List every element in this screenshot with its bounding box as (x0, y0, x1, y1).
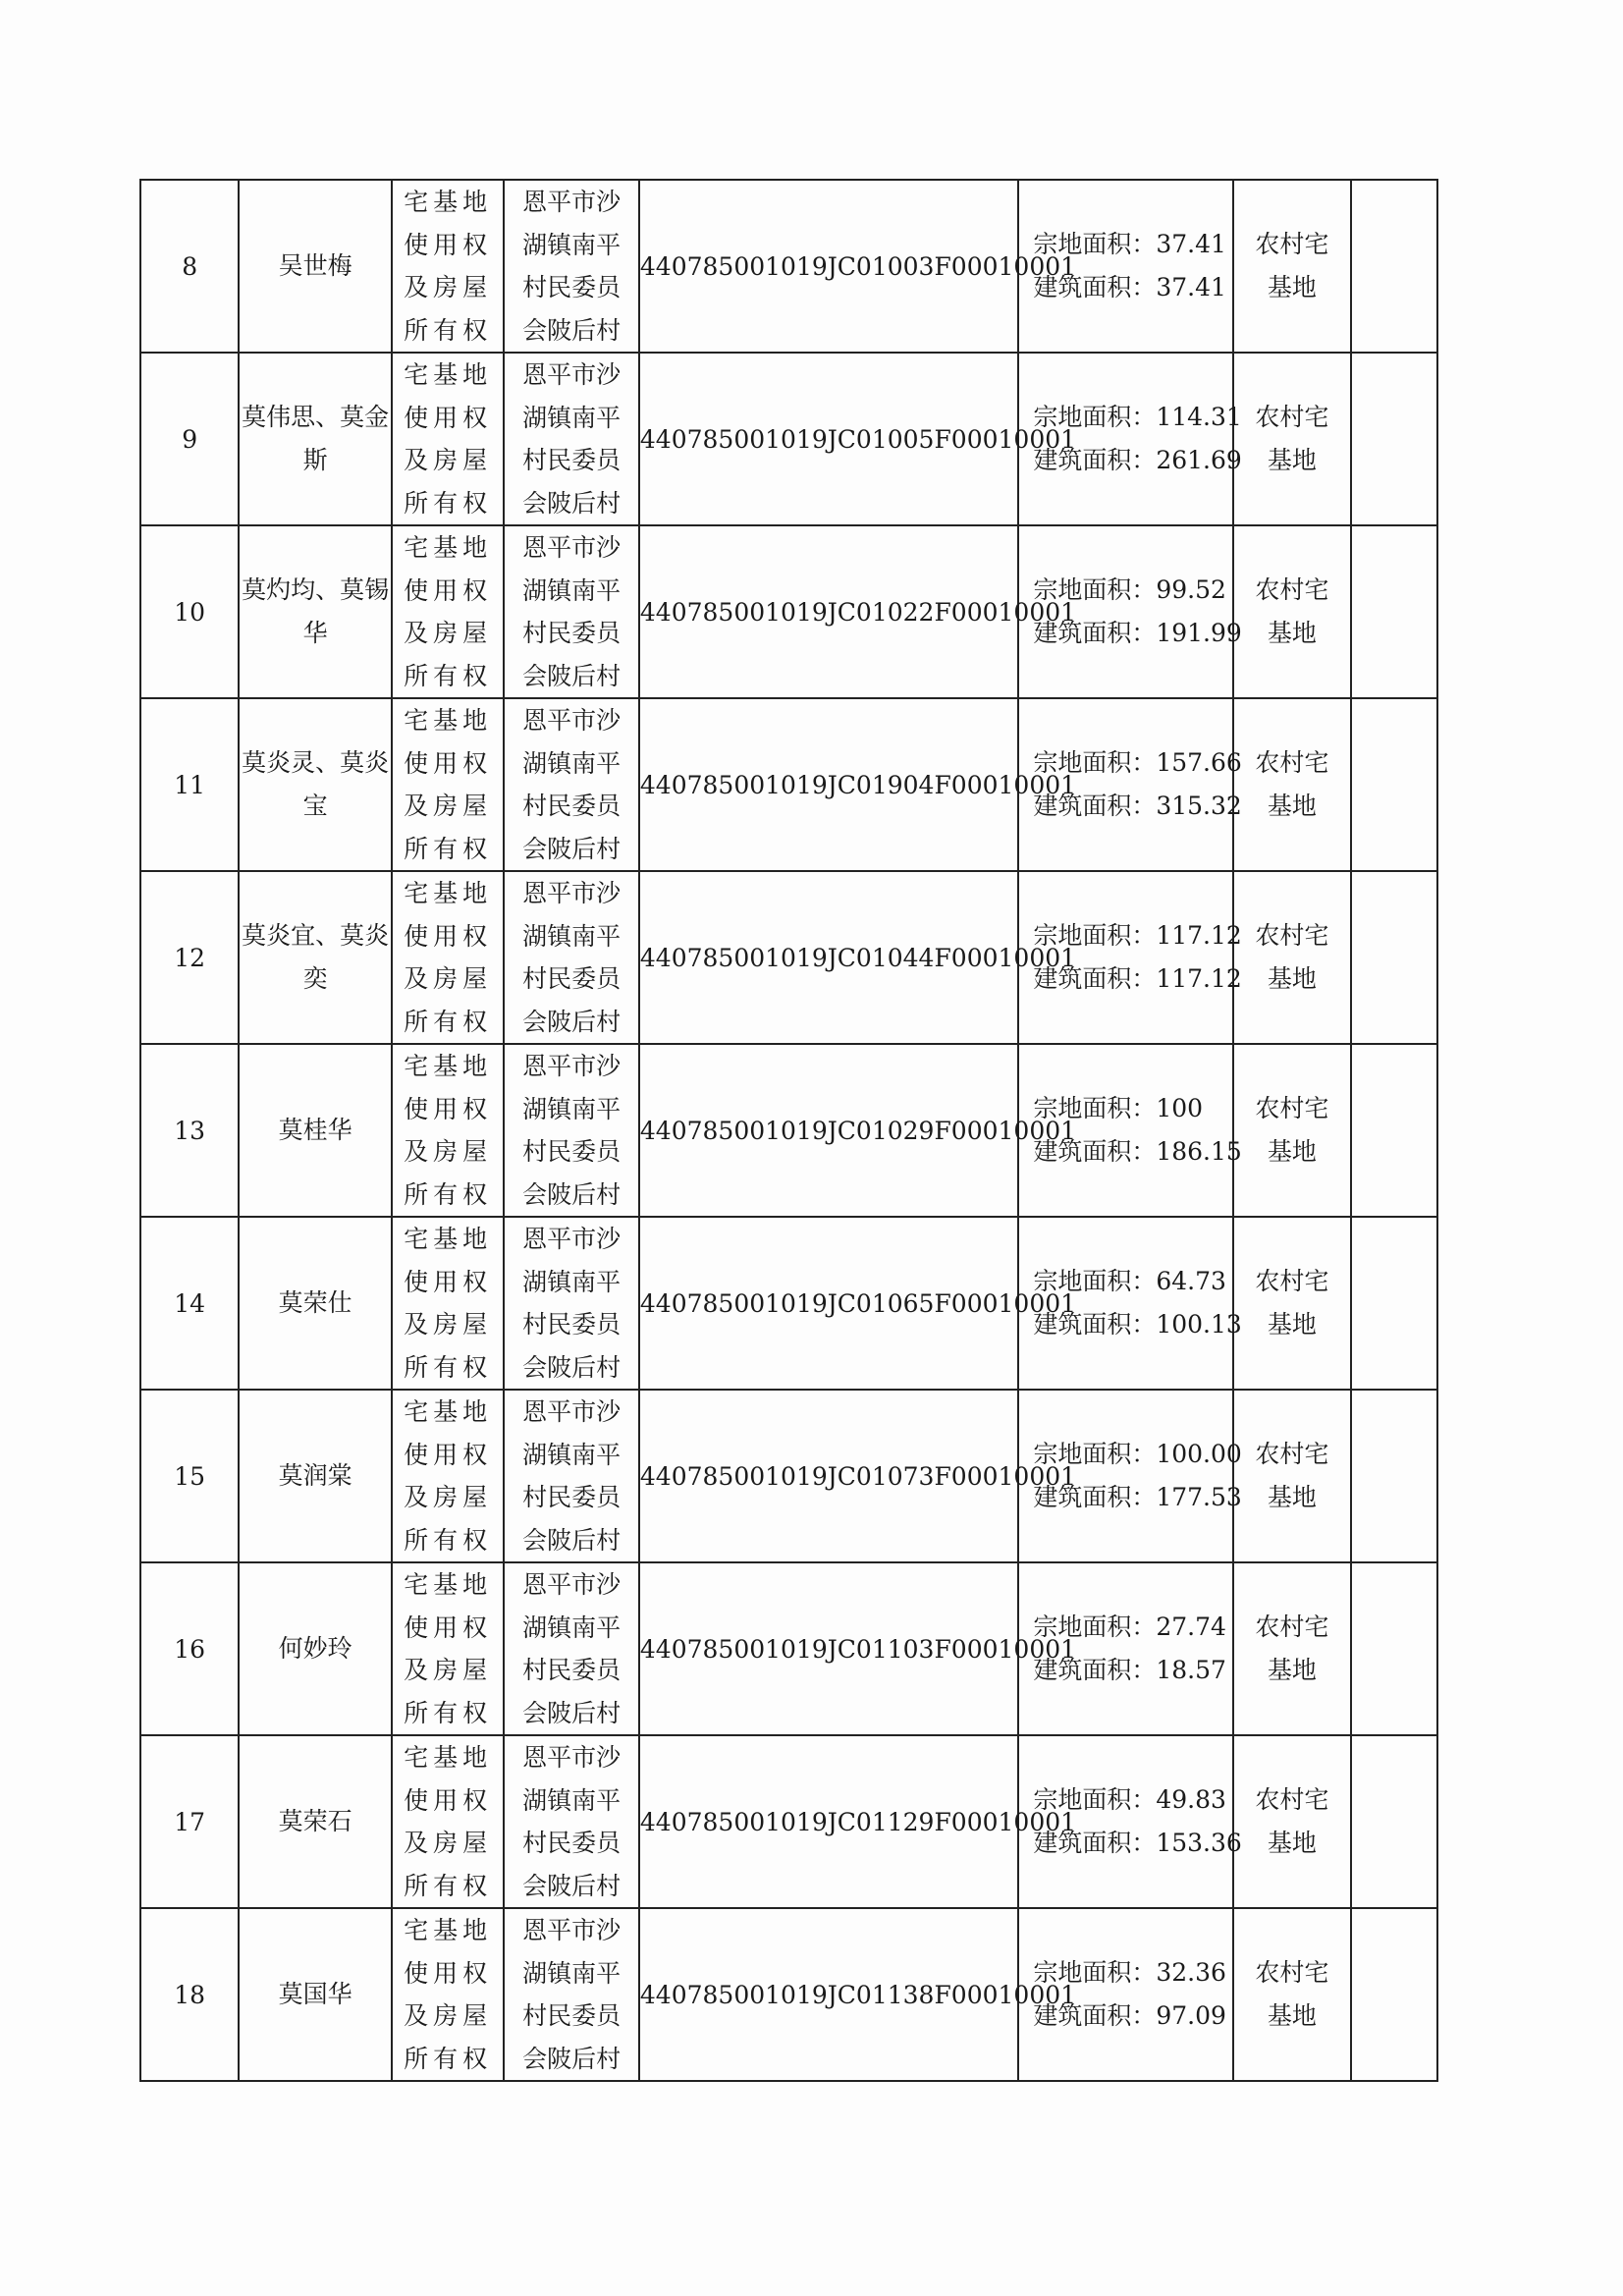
row-number: 11 (140, 698, 239, 871)
right-type-cell (392, 698, 504, 871)
right-type-cell-line: 所有权 (404, 1007, 493, 1036)
location-cell-line: 湖镇南平 (522, 1958, 622, 1988)
remarks-cell (1351, 525, 1437, 698)
location-cell-line: 湖镇南平 (522, 748, 622, 778)
location-cell (504, 1044, 639, 1217)
location-cell (504, 871, 639, 1044)
location-cell-line: 会陂后村 (522, 1352, 622, 1382)
right-type-cell-line: 及房屋 (404, 446, 493, 474)
location-cell-line: 会陂后村 (522, 1179, 622, 1209)
remarks-cell (1351, 1217, 1437, 1390)
land-area: 宗地面积：49.83 (1033, 1785, 1226, 1814)
right-type-cell-line: 所有权 (404, 1698, 493, 1727)
building-area: 建筑面积：153.36 (1033, 1829, 1242, 1857)
location-cell-line: 湖镇南平 (522, 575, 622, 605)
right-type-cell (392, 1390, 504, 1562)
unit-code: 440785001019JC01138F00010001 (639, 1908, 1018, 2081)
land-area: 宗地面积：32.36 (1033, 1958, 1226, 1987)
land-use-cell (1233, 1217, 1350, 1390)
land-area: 宗地面积：117.12 (1033, 921, 1242, 950)
right-type-cell-line: 宅基地 (404, 1743, 493, 1772)
land-use-line: 农村宅 (1255, 1958, 1329, 1987)
land-use-line: 基地 (1267, 273, 1317, 301)
remarks-cell (1351, 698, 1437, 871)
area-cell (1018, 180, 1233, 353)
location-cell-line: 村民委员 (522, 1483, 622, 1511)
land-use-cell (1233, 525, 1350, 698)
location-cell-line: 恩平市沙 (522, 706, 622, 735)
location-cell-line: 恩平市沙 (522, 1570, 622, 1599)
right-type-cell-line: 使用权 (404, 1094, 493, 1123)
table-row (140, 525, 1437, 698)
land-use-cell (1233, 1908, 1350, 2081)
row-number: 13 (140, 1044, 239, 1217)
land-area: 宗地面积：157.66 (1033, 748, 1242, 777)
location-cell-line: 恩平市沙 (522, 360, 622, 389)
right-type-cell-line: 及房屋 (404, 619, 493, 647)
right-type-cell (392, 1562, 504, 1735)
land-use-cell (1233, 1044, 1350, 1217)
location-cell-line: 恩平市沙 (522, 879, 622, 907)
table-row (140, 1217, 1437, 1390)
building-area: 建筑面积：97.09 (1033, 2001, 1226, 2030)
area-cell (1018, 1562, 1233, 1735)
row-number: 10 (140, 525, 239, 698)
land-use-line: 基地 (1267, 619, 1317, 647)
right-type-cell-line: 及房屋 (404, 2001, 493, 2030)
land-area: 宗地面积：100 (1033, 1094, 1204, 1122)
row-number: 12 (140, 871, 239, 1044)
land-use-line: 农村宅 (1255, 1613, 1329, 1641)
area-cell (1018, 698, 1242, 871)
right-type-cell-line: 使用权 (404, 1440, 493, 1469)
table-row (140, 180, 1437, 353)
table-row (140, 1044, 1437, 1217)
location-cell-line: 村民委员 (522, 273, 622, 301)
location-cell-line: 村民委员 (522, 619, 622, 647)
area-cell (1018, 1390, 1242, 1562)
land-area: 宗地面积：64.73 (1033, 1267, 1226, 1295)
land-use-cell (1233, 353, 1350, 525)
location-cell (504, 1217, 639, 1390)
land-use-line: 基地 (1267, 1137, 1317, 1166)
location-cell-line: 恩平市沙 (522, 188, 622, 216)
location-cell (504, 525, 639, 698)
location-cell-line: 村民委员 (522, 1137, 622, 1166)
owner-name: 莫荣石 (239, 1735, 392, 1908)
right-type-cell-line: 所有权 (404, 834, 493, 863)
owner-name: 吴世梅 (239, 180, 392, 353)
right-type-cell-line: 宅基地 (404, 1397, 493, 1426)
location-cell-line: 村民委员 (522, 792, 622, 820)
land-use-cell (1233, 1562, 1350, 1735)
unit-code: 440785001019JC01073F00010001 (639, 1390, 1018, 1562)
building-area: 建筑面积：18.57 (1033, 1656, 1226, 1684)
right-type-cell-line: 及房屋 (404, 1829, 493, 1857)
building-area: 建筑面积：117.12 (1033, 964, 1242, 993)
right-type-cell (392, 871, 504, 1044)
land-use-line: 农村宅 (1255, 230, 1329, 258)
right-type-cell-line: 使用权 (404, 575, 493, 605)
owner-name: 莫炎宜、莫炎奕 (239, 871, 392, 1044)
area-cell (1018, 1044, 1242, 1217)
location-cell-line: 村民委员 (522, 1310, 622, 1339)
unit-code: 440785001019JC01103F00010001 (639, 1562, 1018, 1735)
location-cell-line: 会陂后村 (522, 488, 622, 518)
right-type-cell-line: 使用权 (404, 921, 493, 951)
registry-table-body (140, 180, 1437, 2081)
area-cell (1018, 1217, 1242, 1390)
table-row (140, 1562, 1437, 1735)
right-type-cell-line: 使用权 (404, 1958, 493, 1988)
land-area: 宗地面积：114.31 (1033, 403, 1242, 431)
land-use-line: 农村宅 (1255, 1785, 1329, 1814)
location-cell-line: 湖镇南平 (522, 403, 622, 432)
property-registry-table (139, 179, 1438, 2082)
location-cell-line: 恩平市沙 (522, 533, 622, 562)
row-number: 15 (140, 1390, 239, 1562)
land-use-line: 农村宅 (1255, 403, 1329, 431)
location-cell-line: 湖镇南平 (522, 1440, 622, 1469)
right-type-cell-line: 宅基地 (404, 706, 493, 735)
area-cell (1018, 353, 1242, 525)
location-cell-line: 湖镇南平 (522, 1785, 622, 1815)
unit-code: 440785001019JC01904F00010001 (639, 698, 1018, 871)
building-area: 建筑面积：191.99 (1033, 619, 1242, 647)
location-cell-line: 村民委员 (522, 2001, 622, 2030)
table-row (140, 1908, 1437, 2081)
location-cell-line: 村民委员 (522, 446, 622, 474)
unit-code: 440785001019JC01022F00010001 (639, 525, 1018, 698)
table-row (140, 871, 1437, 1044)
land-use-line: 基地 (1267, 964, 1317, 993)
land-use-line: 农村宅 (1255, 1440, 1329, 1468)
location-cell (504, 353, 639, 525)
right-type-cell-line: 宅基地 (404, 1225, 493, 1253)
right-type-cell-line: 所有权 (404, 661, 493, 690)
right-type-cell-line: 所有权 (404, 2044, 493, 2073)
location-cell-line: 湖镇南平 (522, 230, 622, 259)
remarks-cell (1351, 180, 1437, 353)
table-row (140, 698, 1437, 871)
right-type-cell-line: 宅基地 (404, 533, 493, 562)
right-type-cell (392, 1735, 504, 1908)
building-area: 建筑面积：315.32 (1033, 792, 1242, 820)
table-row (140, 1735, 1437, 1908)
right-type-cell-line: 及房屋 (404, 964, 493, 993)
location-cell-line: 恩平市沙 (522, 1225, 622, 1253)
table-row (140, 353, 1437, 525)
right-type-cell (392, 525, 504, 698)
land-use-line: 农村宅 (1255, 1267, 1329, 1295)
land-use-cell (1233, 180, 1350, 353)
row-number: 9 (140, 353, 239, 525)
right-type-cell-line: 及房屋 (404, 1137, 493, 1166)
land-use-cell (1233, 1735, 1350, 1908)
building-area: 建筑面积：186.15 (1033, 1137, 1242, 1166)
right-type-cell-line: 所有权 (404, 488, 493, 518)
right-type-cell (392, 1908, 504, 2081)
unit-code: 440785001019JC01005F00010001 (639, 353, 1018, 525)
right-type-cell (392, 1044, 504, 1217)
land-area: 宗地面积：100.00 (1033, 1440, 1242, 1468)
right-type-cell-line: 使用权 (404, 230, 493, 259)
right-type-cell-line: 宅基地 (404, 1570, 493, 1599)
owner-name: 何妙玲 (239, 1562, 392, 1735)
location-cell-line: 会陂后村 (522, 1871, 622, 1900)
location-cell (504, 1908, 639, 2081)
location-cell-line: 会陂后村 (522, 1525, 622, 1555)
building-area: 建筑面积：177.53 (1033, 1483, 1242, 1511)
right-type-cell-line: 宅基地 (404, 1916, 493, 1944)
location-cell (504, 698, 639, 871)
location-cell-line: 会陂后村 (522, 661, 622, 690)
right-type-cell (392, 180, 504, 353)
row-number: 14 (140, 1217, 239, 1390)
right-type-cell-line: 及房屋 (404, 1483, 493, 1511)
location-cell-line: 恩平市沙 (522, 1916, 622, 1944)
right-type-cell-line: 使用权 (404, 1613, 493, 1642)
location-cell-line: 村民委员 (522, 964, 622, 993)
right-type-cell-line: 所有权 (404, 1525, 493, 1555)
location-cell (504, 1390, 639, 1562)
row-number: 17 (140, 1735, 239, 1908)
land-use-line: 基地 (1267, 2001, 1317, 2030)
unit-code: 440785001019JC01003F00010001 (639, 180, 1018, 353)
location-cell-line: 村民委员 (522, 1656, 622, 1684)
table-row (140, 1390, 1437, 1562)
location-cell (504, 180, 639, 353)
right-type-cell-line: 宅基地 (404, 360, 493, 389)
remarks-cell (1351, 1735, 1437, 1908)
right-type-cell-line: 及房屋 (404, 273, 493, 301)
area-cell (1018, 871, 1242, 1044)
right-type-cell-line: 宅基地 (404, 879, 493, 907)
owner-name: 莫灼均、莫锡华 (239, 525, 392, 698)
location-cell-line: 会陂后村 (522, 1007, 622, 1036)
location-cell-line: 会陂后村 (522, 2044, 622, 2073)
remarks-cell (1351, 353, 1437, 525)
right-type-cell-line: 所有权 (404, 1352, 493, 1382)
location-cell (504, 1735, 639, 1908)
remarks-cell (1351, 1044, 1437, 1217)
right-type-cell-line: 所有权 (404, 1179, 493, 1209)
row-number: 8 (140, 180, 239, 353)
location-cell-line: 湖镇南平 (522, 1267, 622, 1296)
unit-code: 440785001019JC01065F00010001 (639, 1217, 1018, 1390)
location-cell-line: 恩平市沙 (522, 1052, 622, 1080)
location-cell-line: 会陂后村 (522, 315, 622, 345)
right-type-cell-line: 使用权 (404, 1785, 493, 1815)
location-cell-line: 湖镇南平 (522, 1094, 622, 1123)
location-cell (504, 1562, 639, 1735)
right-type-cell-line: 使用权 (404, 403, 493, 432)
location-cell-line: 村民委员 (522, 1829, 622, 1857)
right-type-cell-line: 所有权 (404, 315, 493, 345)
land-area: 宗地面积：99.52 (1033, 575, 1226, 604)
area-cell (1018, 1735, 1242, 1908)
unit-code: 440785001019JC01044F00010001 (639, 871, 1018, 1044)
land-use-line: 基地 (1267, 1483, 1317, 1511)
right-type-cell-line: 及房屋 (404, 1310, 493, 1339)
building-area: 建筑面积：261.69 (1033, 446, 1242, 474)
remarks-cell (1351, 1390, 1437, 1562)
owner-name: 莫桂华 (239, 1044, 392, 1217)
land-use-cell (1233, 1390, 1350, 1562)
remarks-cell (1351, 871, 1437, 1044)
right-type-cell-line: 及房屋 (404, 1656, 493, 1684)
right-type-cell-line: 使用权 (404, 748, 493, 778)
land-use-line: 基地 (1267, 1310, 1317, 1339)
land-use-line: 基地 (1267, 446, 1317, 474)
land-use-line: 基地 (1267, 1829, 1317, 1857)
area-cell (1018, 1908, 1233, 2081)
right-type-cell-line: 使用权 (404, 1267, 493, 1296)
remarks-cell (1351, 1562, 1437, 1735)
land-use-line: 农村宅 (1255, 575, 1329, 604)
row-number: 16 (140, 1562, 239, 1735)
unit-code: 440785001019JC01129F00010001 (639, 1735, 1018, 1908)
right-type-cell (392, 353, 504, 525)
right-type-cell-line: 所有权 (404, 1871, 493, 1900)
unit-code: 440785001019JC01029F00010001 (639, 1044, 1018, 1217)
right-type-cell-line: 宅基地 (404, 188, 493, 216)
location-cell-line: 会陂后村 (522, 834, 622, 863)
land-use-cell (1233, 871, 1350, 1044)
land-use-line: 基地 (1267, 792, 1317, 820)
owner-name: 莫伟思、莫金斯 (239, 353, 392, 525)
remarks-cell (1351, 1908, 1437, 2081)
area-cell (1018, 525, 1242, 698)
land-area: 宗地面积：27.74 (1033, 1613, 1226, 1641)
owner-name: 莫国华 (239, 1908, 392, 2081)
right-type-cell-line: 宅基地 (404, 1052, 493, 1080)
building-area: 建筑面积：100.13 (1033, 1310, 1242, 1339)
owner-name: 莫荣仕 (239, 1217, 392, 1390)
owner-name: 莫润棠 (239, 1390, 392, 1562)
land-use-line: 基地 (1267, 1656, 1317, 1684)
land-area: 宗地面积：37.41 (1033, 230, 1226, 258)
land-use-line: 农村宅 (1255, 921, 1329, 950)
land-use-line: 农村宅 (1255, 1094, 1329, 1122)
owner-name: 莫炎灵、莫炎宝 (239, 698, 392, 871)
row-number: 18 (140, 1908, 239, 2081)
land-use-cell (1233, 698, 1350, 871)
right-type-cell (392, 1217, 504, 1390)
location-cell-line: 会陂后村 (522, 1698, 622, 1727)
location-cell-line: 湖镇南平 (522, 921, 622, 951)
location-cell-line: 恩平市沙 (522, 1743, 622, 1772)
land-use-line: 农村宅 (1255, 748, 1329, 777)
right-type-cell-line: 及房屋 (404, 792, 493, 820)
location-cell-line: 湖镇南平 (522, 1613, 622, 1642)
building-area: 建筑面积：37.41 (1033, 273, 1226, 301)
location-cell-line: 恩平市沙 (522, 1397, 622, 1426)
